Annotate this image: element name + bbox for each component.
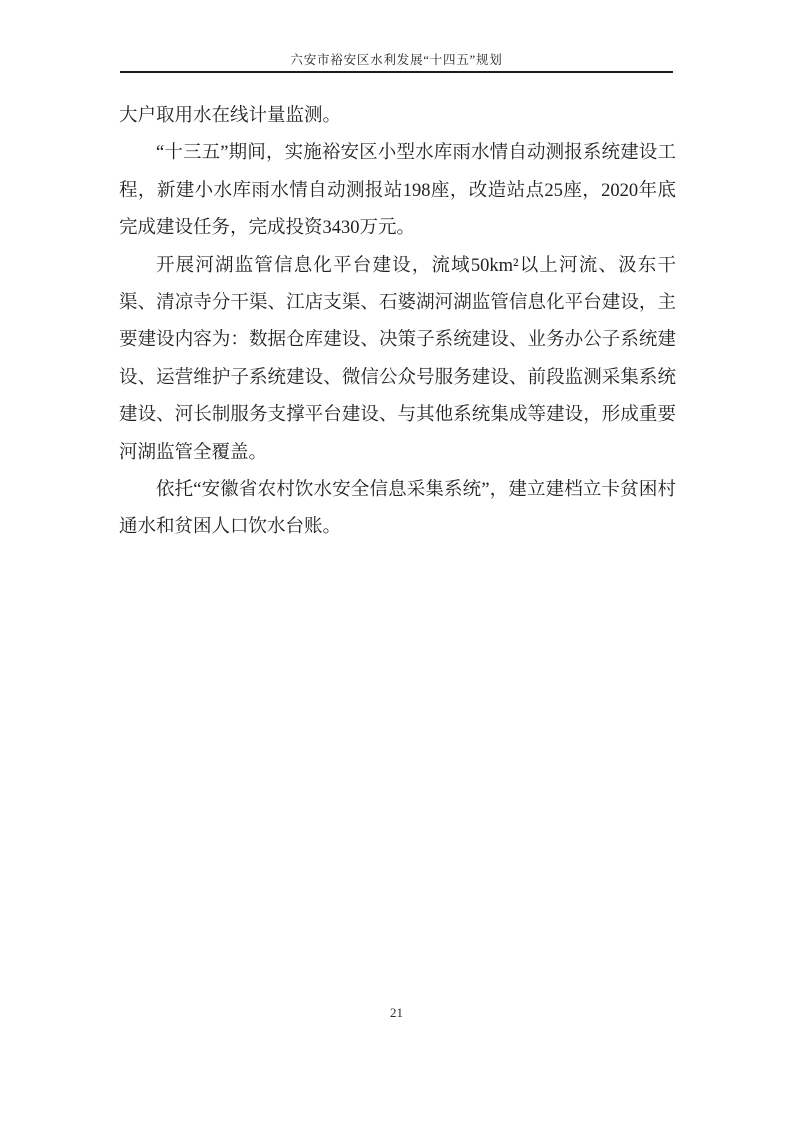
page-number: 21 [390,1005,403,1020]
header-rule [120,71,673,73]
header-title: 六安市裕安区水利发展“十四五”规划 [290,53,503,67]
paragraph-13th-five-year-telemetry: “十三五”期间，实施裕安区小型水库雨水情自动测报系统建设工程，新建小水库雨水情自动测报站198座，改造站点25座，2020年底完成建设任务，完成投资3430万元。 [119,143,676,239]
paragraph-metering-monitoring: 大户取用水在线计量监测。 [119,106,342,126]
page-footer [0,1005,793,1020]
paragraph-river-lake-platform: 开展河湖监管信息化平台建设，流域50km²以上河流、汲东干渠、清凉寺分干渠、江店支渠、石婆湖河湖监管信息化平台建设，主要建设内容为：数据仓库建设、决策子系统建设、业务办公子系统建设、运营维护子系统建设、微信公众号服务建设、前段监测采集系统建设、河长制服务支撑平台建设、与其他系统集成等建设，形成重要河湖监管全覆盖。 [119,255,676,463]
paragraph-rural-drinking-water-ledger: 依托“安徽省农村饮水安全信息采集系统”，建立建档立卡贫困村通水和贫困人口饮水台账。 [119,480,676,538]
document-body [119,98,676,547]
page-header [120,0,673,73]
